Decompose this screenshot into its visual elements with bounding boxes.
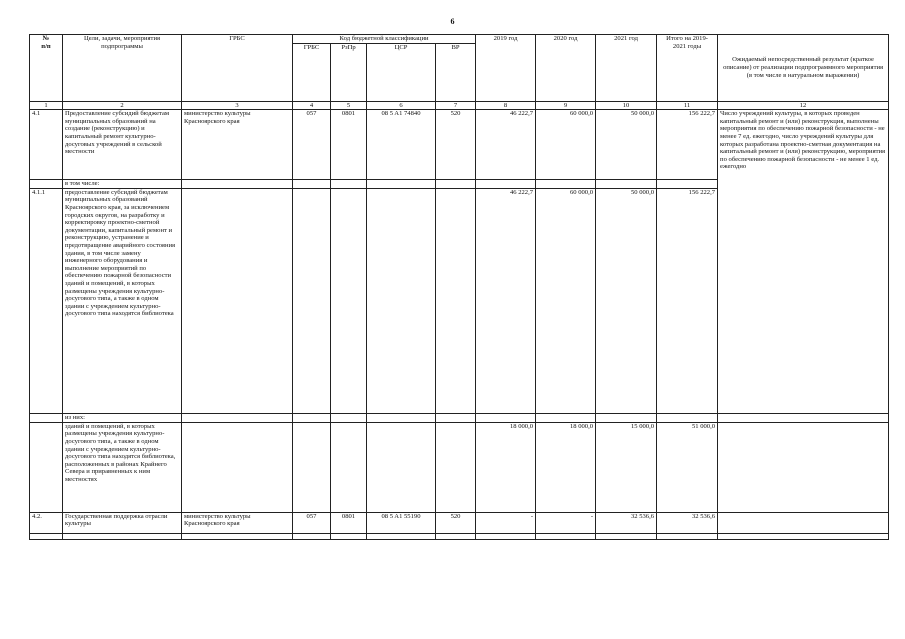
row-2020: 18 000,0	[536, 422, 596, 512]
in-that-label: в том числе:	[63, 180, 182, 189]
table-row	[30, 422, 889, 512]
header-grbs: ГРБС	[182, 35, 293, 102]
row-name: Государственная поддержка отрасли культуры	[63, 512, 182, 533]
row-2020: -	[536, 512, 596, 533]
table-row	[30, 110, 889, 180]
row-2019: 46 222,7	[476, 110, 536, 180]
col-number: 12	[718, 101, 889, 110]
col-number: 7	[436, 101, 476, 110]
header-grbs-sub: ГРБС	[293, 43, 331, 101]
column-number-row	[30, 101, 889, 110]
col-number: 10	[596, 101, 657, 110]
row-name: предоставление субсидий бюджетам муниципальных образований Красноярского края, за исключением городских округов, на разработку и корректировку проектно-сметной документации, капитальный ремонт и реконструкцию, устранение и предотвращение аварийного состояния здания, в том числе замену инженерного оборудования и выполнение мероприятий по обеспечению пожарной безопасности зданий и помещений, в которых размещены учреждения культурно-досугового типа, а также в одном здании с учреждением культурно-досугового типа находятся библиотека	[63, 188, 182, 413]
row-total: 51 000,0	[657, 422, 718, 512]
header-vr: ВР	[436, 43, 476, 101]
table-row	[30, 413, 889, 422]
row-grbs-name: министерство культуры Красноярского края	[182, 512, 293, 533]
table-row	[30, 533, 889, 539]
row-grbs: 057	[293, 512, 331, 533]
page-number: 6	[450, 17, 455, 26]
row-2020: 60 000,0	[536, 188, 596, 413]
header-result: Ожидаемый непосредственный результат (краткое описание) от реализации подпрограммного мероприятия (в том числе в натуральном выражении)	[718, 35, 889, 102]
row-grbs-name: министерство культуры Красноярского края	[182, 110, 293, 180]
row-rzpr: 0801	[331, 512, 367, 533]
of-them-label: из них:	[63, 413, 182, 422]
row-2021: 50 000,0	[596, 110, 657, 180]
row-name: Предоставление субсидий бюджетам муниципальных образований на создание (реконструкцию) и капитальный ремонт культурно-досуговых учреждений в сельской местности	[63, 110, 182, 180]
header-total: Итого на 2019- 2021 годы	[657, 35, 718, 102]
col-number: 2	[63, 101, 182, 110]
row-total: 32 536,6	[657, 512, 718, 533]
row-2021: 32 536,6	[596, 512, 657, 533]
row-number: 4.2.	[30, 512, 63, 533]
row-rzpr: 0801	[331, 110, 367, 180]
header-rzpr: РзПр	[331, 43, 367, 101]
header-2019: 2019 год	[476, 35, 536, 102]
row-2021: 15 000,0	[596, 422, 657, 512]
header-2020: 2020 год	[536, 35, 596, 102]
row-number: 4.1.1	[30, 188, 63, 413]
row-vr: 520	[436, 110, 476, 180]
header-2021: 2021 год	[596, 35, 657, 102]
header-goals: Цели, задачи, мероприятия подпрограммы	[63, 35, 182, 102]
header-budget-code: Код бюджетной классификации	[293, 35, 476, 44]
col-number: 6	[367, 101, 436, 110]
table-row	[30, 512, 889, 533]
row-csr: 08 5 A1 55190	[367, 512, 436, 533]
col-number: 8	[476, 101, 536, 110]
row-csr: 08 5 A1 74840	[367, 110, 436, 180]
col-number: 3	[182, 101, 293, 110]
row-name: зданий и помещений, в которых размещены учреждения культурно-досугового типа, а также в одном здании с учреждением культурно-досугового типа находятся библиотека, расположенных в районах Крайнего Севера и приравненных к ним местностях	[63, 422, 182, 512]
row-2021: 50 000,0	[596, 188, 657, 413]
header-num: № п/п	[30, 35, 63, 102]
budget-table	[29, 34, 889, 540]
col-number: 4	[293, 101, 331, 110]
col-number: 1	[30, 101, 63, 110]
row-2019: -	[476, 512, 536, 533]
row-result: Число учреждений культуры, в которых проведен капитальный ремонт и (или) реконструкция, выполнены мероприятия по обеспечению пожарной безопасности - не менее 7 ед. ежегодно, число учреждений культуры для которых разработана проектно-сметная документация на капитальный ремонт и (или) реконструкцию, мероприятия по обеспечению пожарной безопасности - не менее 1 ед. ежегодно	[718, 110, 889, 414]
row-2020: 60 000,0	[536, 110, 596, 180]
col-number: 5	[331, 101, 367, 110]
row-2019: 18 000,0	[476, 422, 536, 512]
header-csr: ЦСР	[367, 43, 436, 101]
row-2019: 46 222,7	[476, 188, 536, 413]
col-number: 11	[657, 101, 718, 110]
row-grbs: 057	[293, 110, 331, 180]
row-vr: 520	[436, 512, 476, 533]
row-number: 4.1	[30, 110, 63, 180]
row-total: 156 222,7	[657, 110, 718, 180]
row-total: 156 222,7	[657, 188, 718, 413]
header-row-1	[30, 35, 889, 44]
col-number: 9	[536, 101, 596, 110]
